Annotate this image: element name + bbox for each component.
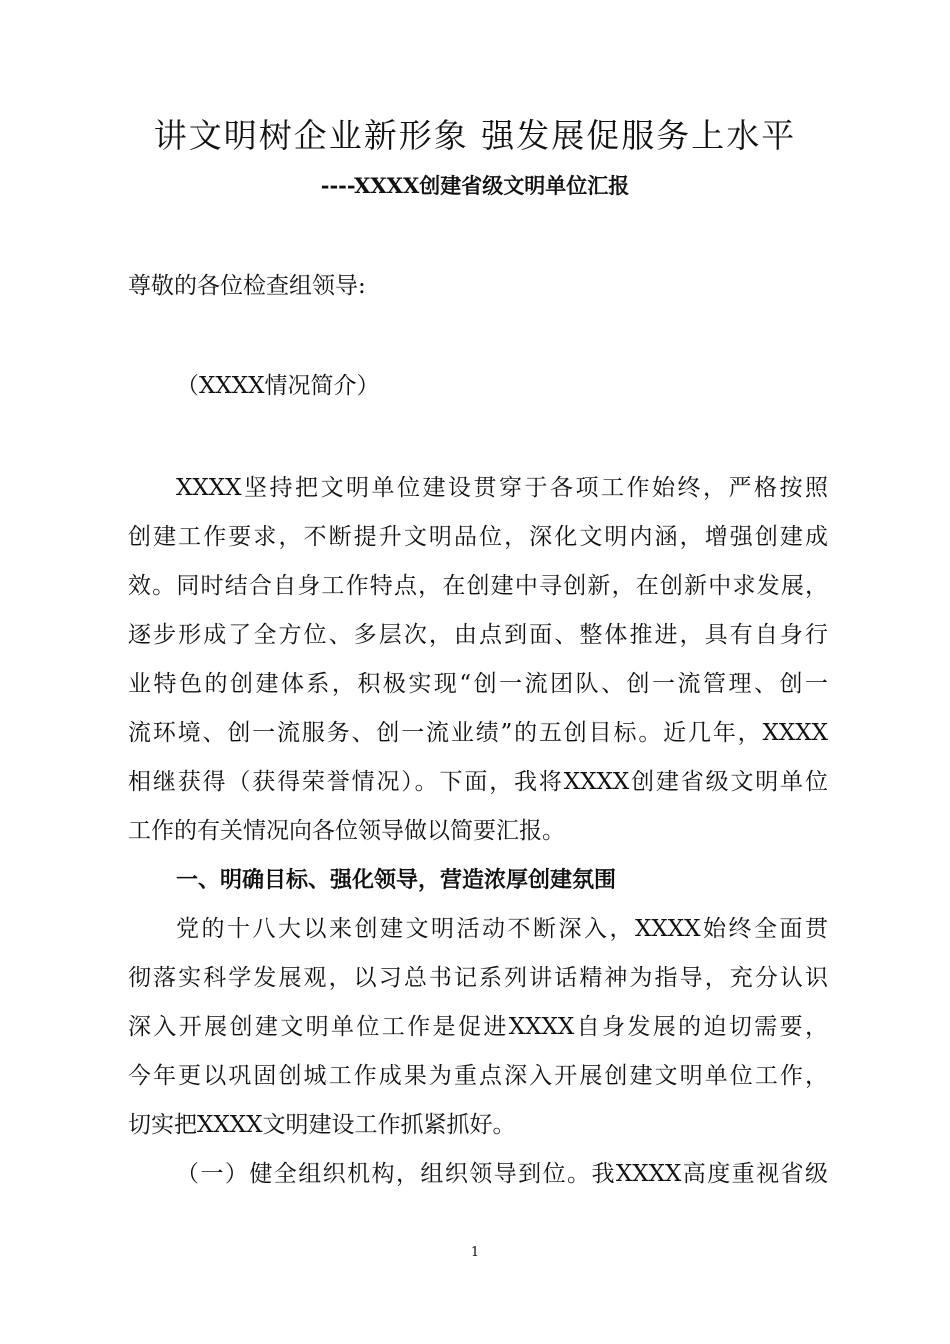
document-title: 讲文明树企业新形象 强发展促服务上水平 xyxy=(153,116,797,155)
paragraph-line: 效。同时结合自身工作特点，在创建中寻创新，在创新中求发展， xyxy=(128,573,828,599)
page-number: 1 xyxy=(470,1245,480,1260)
paragraph-line: 逐步形成了全方位、多层次，由点到面、整体推进，具有自身行 xyxy=(128,622,828,648)
salutation: 尊敬的各位检查组领导: xyxy=(128,273,366,299)
paragraph-line: 相继获得（获得荣誉情况）。下面，我将XXXX创建省级文明单位 xyxy=(128,769,828,795)
intro-note: （XXXX情况简介） xyxy=(176,373,380,399)
paragraph-line: 彻落实科学发展观，以习总书记系列讲话精神为指导，充分认识 xyxy=(128,965,828,991)
paragraph-line: （一）健全组织机构，组织领导到位。我XXXX高度重视省级 xyxy=(176,1161,828,1187)
body-text xyxy=(128,464,828,1199)
paragraph-line: 党的十八大以来创建文明活动不断深入，XXXX始终全面贯 xyxy=(176,916,828,942)
paragraph-line: 业特色的创建体系，积极实现“创一流团队、创一流管理、创一 xyxy=(128,671,828,697)
document-subtitle: ----XXXX创建省级文明单位汇报 xyxy=(320,173,630,198)
paragraph-line: 切实把XXXX文明建设工作抓紧抓好。 xyxy=(128,1112,516,1138)
section-heading: 一、明确目标、强化领导，营造浓厚创建氛围 xyxy=(176,868,617,893)
paragraph-line: XXXX坚持把文明单位建设贯穿于各项工作始终，严格按照 xyxy=(176,475,828,501)
paragraph-line: 工作的有关情况向各位领导做以简要汇报。 xyxy=(128,818,565,844)
paragraph-line: 今年更以巩固创城工作成果为重点深入开展创建文明单位工作， xyxy=(128,1063,828,1089)
paragraph-line: 流环境、创一流服务、创一流业绩”的五创目标。近几年，XXXX xyxy=(128,720,828,746)
paragraph-line: 创建工作要求，不断提升文明品位，深化文明内涵，增强创建成 xyxy=(128,524,828,550)
paragraph-line: 深入开展创建文明单位工作是促进XXXX自身发展的迫切需要， xyxy=(128,1014,828,1040)
